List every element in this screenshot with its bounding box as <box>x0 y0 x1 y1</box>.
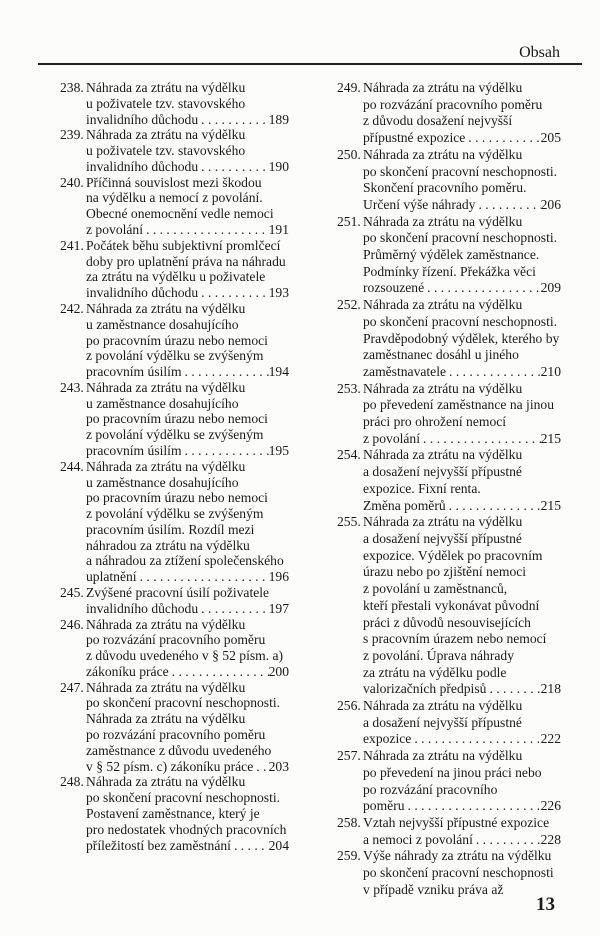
entry-text: po skončení pracovní neschopnosti. <box>363 230 558 246</box>
entry-line <box>363 865 561 882</box>
entry-line <box>363 531 561 548</box>
toc-entry[interactable] <box>60 774 289 853</box>
entry-page[interactable]: 205 <box>540 130 561 146</box>
entry-text: po rozvázání pracovního poměru <box>86 727 266 743</box>
entry-text: po skončení pracovní neschopnosti. <box>363 313 558 329</box>
entry-text: Určení výše náhrady <box>363 196 476 212</box>
entry-line <box>86 80 289 96</box>
entry-text: zákoníku práce <box>86 663 169 679</box>
entry-text: Zvýšené pracovní úsilí poživatele <box>86 585 270 600</box>
entry-text: po převedení na jinou práci nebo <box>363 764 542 780</box>
dot-leader <box>253 759 268 775</box>
entry-page[interactable]: 228 <box>540 831 561 847</box>
entry-text: u zaměstnance dosahujícího <box>86 395 239 411</box>
entry-line <box>363 765 561 782</box>
entry-page[interactable]: 209 <box>540 280 561 296</box>
entry-text: z důvodu dosažení nejvyšší <box>363 113 513 129</box>
toc-entry[interactable] <box>337 381 561 448</box>
entry-last-line <box>86 838 289 854</box>
entry-text: v případě vzniku práva až <box>363 881 504 897</box>
entry-page[interactable]: 215 <box>540 497 561 513</box>
entry-text: Náhrada za ztrátu na výdělku <box>363 80 523 95</box>
entry-number: 247. <box>60 679 84 695</box>
entry-line <box>86 632 289 648</box>
dot-leader <box>198 159 268 175</box>
dot-leader <box>475 197 540 214</box>
entry-number: 258. <box>337 814 361 830</box>
entry-text: z povolání u zaměstnanců, <box>363 581 508 597</box>
entry-text: expozice. Výdělek po pracovním <box>363 547 543 563</box>
entry-last-line <box>86 285 289 301</box>
entry-text: u zaměstnance dosahujícího <box>86 316 239 332</box>
entry-last-line <box>86 664 289 680</box>
entry-number: 238. <box>60 80 84 95</box>
entry-number: 254. <box>337 447 361 463</box>
entry-page[interactable]: 196 <box>268 569 289 585</box>
entry-page[interactable]: 190 <box>268 158 289 174</box>
entry-text: u poživatele tzv. stavovského <box>86 143 246 159</box>
entry-page[interactable]: 206 <box>540 196 561 212</box>
entry-line <box>363 314 561 331</box>
entry-last-line <box>363 280 561 297</box>
entry-line <box>86 822 289 838</box>
entry-text: Pravděpodobný výdělek, kterého by <box>363 330 560 346</box>
entry-line <box>363 397 561 414</box>
entry-line <box>363 381 561 398</box>
entry-text: pro nedostatek vhodných pracovních <box>86 821 287 837</box>
entry-text: Náhrada za ztrátu na výdělku <box>363 447 523 463</box>
entry-last-line <box>363 832 561 849</box>
entry-last-line <box>86 569 289 585</box>
entry-last-line <box>86 443 289 459</box>
entry-text: kteří přestali vykonávat původní <box>363 597 540 613</box>
toc-entry[interactable] <box>60 175 289 238</box>
entry-text: Náhrada za ztrátu na výdělku <box>86 774 246 790</box>
entry-page[interactable]: 194 <box>268 364 289 380</box>
dot-leader <box>473 832 541 849</box>
entry-line <box>86 96 289 112</box>
entry-text: v § 52 písm. c) zákoníku práce <box>86 758 254 774</box>
entry-text: z povolání. Úprava náhrady <box>363 647 514 663</box>
dot-leader <box>198 285 268 301</box>
entry-page[interactable]: 191 <box>268 222 289 238</box>
entry-text: Náhrada za ztrátu na výdělku <box>86 379 246 395</box>
entry-text: po skončení pracovní neschopnosti. <box>86 695 281 711</box>
entry-number: 253. <box>337 380 361 396</box>
dot-leader <box>405 798 541 815</box>
entry-line <box>86 648 289 664</box>
entry-last-line <box>363 498 561 515</box>
entry-text: práci pro ohrožení nemocí <box>363 414 507 430</box>
entry-text: uplatnění <box>86 569 137 585</box>
entry-line <box>86 617 289 633</box>
toc-entry[interactable] <box>337 748 561 815</box>
entry-line <box>86 585 289 601</box>
entry-text: poměru <box>363 798 405 814</box>
entry-text: Vztah nejvyšší přípustné expozice <box>363 814 550 830</box>
entry-last-line <box>86 759 289 775</box>
entry-line <box>86 806 289 822</box>
entry-text: Náhrada za ztrátu na výdělku <box>363 380 523 396</box>
entry-text: Průměrný výdělek zaměstnance. <box>363 247 540 263</box>
toc-entry[interactable] <box>337 147 561 214</box>
entry-line <box>363 264 561 281</box>
entry-text: invalidního důchodu <box>86 111 199 127</box>
entry-line <box>86 538 289 554</box>
entry-line <box>86 254 289 270</box>
entry-page[interactable]: 210 <box>540 363 561 379</box>
entry-line <box>86 301 289 317</box>
entry-text: Příčinná souvislost mezi škodou <box>86 174 262 190</box>
dot-leader <box>169 664 269 680</box>
entry-text: a náhradou za ztížení společenského <box>86 553 284 569</box>
entry-text: pracovním úsilím <box>86 442 182 458</box>
entry-text: zaměstnavatele <box>363 363 447 379</box>
entry-number: 252. <box>337 297 361 313</box>
entry-text: s pracovním úrazem nebo nemocí <box>363 631 547 647</box>
dot-leader <box>143 222 269 238</box>
entry-line <box>86 743 289 759</box>
entry-text: Náhrada za ztrátu na výdělku <box>86 80 246 95</box>
toc-column-left <box>60 80 289 853</box>
entry-line <box>363 815 561 832</box>
entry-number: 250. <box>337 146 361 162</box>
entry-page[interactable]: 204 <box>268 837 289 853</box>
toc-entry[interactable] <box>337 447 561 514</box>
page-number: 13 <box>536 894 555 915</box>
entry-line <box>363 180 561 197</box>
entry-text: po rozvázání pracovního poměru <box>86 632 266 648</box>
entry-line <box>86 427 289 443</box>
entry-line <box>86 317 289 333</box>
entry-text: zaměstnanec dosáhl u jiného <box>363 347 519 363</box>
entry-text: Obecné onemocnění vedle nemoci <box>86 206 274 222</box>
entry-number: 256. <box>337 698 361 714</box>
entry-line <box>363 414 561 431</box>
entry-text: Postavení zaměstnance, který je <box>86 805 260 821</box>
toc-entry[interactable] <box>60 617 289 680</box>
entry-text: po rozvázání pracovního <box>363 781 498 797</box>
entry-text: zaměstnance z důvodu uvedeného <box>86 742 272 758</box>
entry-line <box>363 447 561 464</box>
entry-number: 242. <box>60 300 84 316</box>
toc-entry[interactable] <box>60 380 289 459</box>
toc-entry[interactable] <box>337 815 561 848</box>
entry-page[interactable]: 193 <box>268 285 289 301</box>
entry-page[interactable]: 203 <box>268 758 289 774</box>
entry-text: práci z důvodů nesouvisejících <box>363 614 531 630</box>
entry-text: Náhrada za ztrátu na výdělku <box>86 458 246 474</box>
entry-number: 249. <box>337 80 361 95</box>
header-rule <box>38 63 582 65</box>
toc-entry[interactable] <box>60 459 289 585</box>
entry-text: Náhrada za ztrátu na výdělku <box>86 679 246 695</box>
entry-text: za ztrátu na výdělku u poživatele <box>86 269 266 285</box>
entry-page[interactable]: 195 <box>268 442 289 458</box>
entry-line <box>86 506 289 522</box>
entry-line <box>86 175 289 191</box>
entry-line <box>86 553 289 569</box>
entry-text: Náhrada za ztrátu na výdělku <box>363 213 523 229</box>
entry-text: přípustné expozice <box>363 130 466 146</box>
entry-line <box>363 564 561 581</box>
entry-line <box>363 848 561 865</box>
toc-entry[interactable] <box>337 514 561 698</box>
entry-last-line <box>86 601 289 617</box>
entry-line <box>363 581 561 598</box>
entry-line <box>86 127 289 143</box>
toc-entry[interactable] <box>337 698 561 748</box>
entry-text: Náhrada za ztrátu na výdělku <box>363 297 523 313</box>
entry-text: z povolání výdělku se zvýšeným <box>86 506 264 522</box>
running-header: Obsah <box>519 44 560 61</box>
entry-text: náhradou za ztrátu na výdělku <box>86 537 250 553</box>
entry-text: z povolání <box>86 222 144 238</box>
entry-line <box>363 331 561 348</box>
entry-line <box>86 522 289 538</box>
entry-text: u poživatele tzv. stavovského <box>86 95 246 111</box>
entry-number: 241. <box>60 237 84 253</box>
entry-text: pracovním úsilím <box>86 364 182 380</box>
entry-line <box>86 411 289 427</box>
entry-line <box>363 80 561 97</box>
dot-leader <box>231 838 269 854</box>
entry-text: Náhrada za ztrátu na výdělku <box>363 698 523 714</box>
entry-line <box>86 490 289 506</box>
entry-text: pracovním úsilím. Rozdíl mezi <box>86 521 255 537</box>
entry-text: Náhrada za ztrátu na výdělku <box>86 127 246 143</box>
entry-line <box>363 698 561 715</box>
entry-text: u zaměstnance dosahujícího <box>86 474 239 490</box>
entry-text: a dosažení nejvyšší přípustné <box>363 464 522 480</box>
entry-text: a dosažení nejvyšší přípustné <box>363 714 522 730</box>
entry-text: Skončení pracovního poměru. <box>363 180 527 196</box>
toc-entry[interactable] <box>60 127 289 174</box>
dot-leader <box>465 130 540 147</box>
toc-column-right <box>337 80 561 898</box>
entry-number: 255. <box>337 514 361 530</box>
entry-text: Náhrada za ztrátu na výdělku <box>363 146 523 162</box>
entry-line <box>363 113 561 130</box>
entry-number: 257. <box>337 748 361 764</box>
toc-entry[interactable] <box>60 585 289 617</box>
entry-text: Počátek běhu subjektivní promlčecí <box>86 237 281 253</box>
entry-number: 239. <box>60 127 84 143</box>
dot-leader <box>411 731 540 748</box>
entry-last-line <box>86 112 289 128</box>
entry-line <box>363 715 561 732</box>
entry-last-line <box>86 364 289 380</box>
entry-text: expozice <box>363 731 412 747</box>
entry-text: valorizačních předpisů <box>363 681 487 697</box>
dot-leader <box>198 112 268 128</box>
entry-text: po skončení pracovní neschopnosti <box>363 865 554 881</box>
entry-number: 259. <box>337 848 361 864</box>
toc-entry[interactable] <box>337 848 561 898</box>
entry-line <box>86 727 289 743</box>
entry-text: invalidního důchodu <box>86 158 199 174</box>
entry-text: a dosažení nejvyšší přípustné <box>363 530 522 546</box>
entry-text: invalidního důchodu <box>86 600 199 616</box>
entry-number: 245. <box>60 585 84 600</box>
entry-line <box>86 190 289 206</box>
entry-line <box>363 347 561 364</box>
entry-text: Náhrada za ztrátu na výdělku <box>363 514 523 530</box>
dot-leader <box>446 498 541 515</box>
entry-text: z povolání <box>363 430 421 446</box>
entry-line <box>86 143 289 159</box>
entry-line <box>86 333 289 349</box>
entry-line <box>363 615 561 632</box>
entry-text: na výdělku a nemocí z povolání. <box>86 190 263 206</box>
entry-text: příležitostí bez zaměstnání <box>86 837 231 853</box>
entry-line <box>363 147 561 164</box>
entry-line <box>363 297 561 314</box>
toc-entry[interactable] <box>60 80 289 127</box>
toc-entry[interactable] <box>60 680 289 775</box>
entry-text: Změna poměrů <box>363 497 446 513</box>
entry-last-line <box>363 681 561 698</box>
entry-text: úrazu nebo po zjištění nemoci <box>363 564 527 580</box>
entry-text: doby pro uplatnění práva na náhradu <box>86 253 286 269</box>
entry-line <box>363 464 561 481</box>
entry-line <box>86 475 289 491</box>
entry-line <box>363 230 561 247</box>
toc-entry[interactable] <box>337 80 561 147</box>
entry-text: po převedení zaměstnance na jinou <box>363 397 554 413</box>
entry-line <box>86 774 289 790</box>
entry-line <box>86 711 289 727</box>
toc-entry[interactable] <box>337 297 561 381</box>
entry-text: po rozvázání pracovního poměru <box>363 96 543 112</box>
entry-last-line <box>86 159 289 175</box>
entry-page[interactable]: 222 <box>540 731 561 747</box>
entry-page[interactable]: 189 <box>268 111 289 127</box>
entry-number: 244. <box>60 458 84 474</box>
dot-leader <box>182 364 269 380</box>
entry-page[interactable]: 226 <box>540 798 561 814</box>
entry-page[interactable]: 200 <box>268 663 289 679</box>
entry-line <box>363 598 561 615</box>
entry-text: z povolání výdělku se zvýšeným <box>86 348 264 364</box>
entry-line <box>86 238 289 254</box>
entry-page[interactable]: 215 <box>540 430 561 446</box>
entry-text: a nemoci z povolání <box>363 831 473 847</box>
dot-leader <box>198 601 268 617</box>
entry-line <box>86 206 289 222</box>
entry-page[interactable]: 197 <box>268 600 289 616</box>
dot-leader <box>486 681 540 698</box>
entry-number: 248. <box>60 774 84 790</box>
entry-line <box>363 97 561 114</box>
entry-line <box>363 164 561 181</box>
entry-line <box>363 648 561 665</box>
entry-page[interactable]: 218 <box>540 681 561 697</box>
entry-text: expozice. Fixní renta. <box>363 480 481 496</box>
toc-entry[interactable] <box>60 238 289 301</box>
entry-last-line <box>363 731 561 748</box>
entry-line <box>363 665 561 682</box>
dot-leader <box>424 280 540 297</box>
entry-line <box>86 680 289 696</box>
entry-text: rozsouzené <box>363 280 425 296</box>
dot-leader <box>137 569 269 585</box>
entry-text: za ztrátu na výdělku podle <box>363 664 507 680</box>
entry-line <box>363 882 561 899</box>
entry-text: Náhrada za ztrátu na výdělku <box>86 300 246 316</box>
entry-text: z důvodu uvedeného v § 52 písm. a) <box>86 648 284 664</box>
entry-number: 251. <box>337 213 361 229</box>
toc-entry[interactable] <box>60 301 289 380</box>
toc-entry[interactable] <box>337 214 561 298</box>
entry-line <box>363 514 561 531</box>
dot-leader <box>182 443 269 459</box>
entry-last-line <box>363 798 561 815</box>
dot-leader <box>446 364 541 381</box>
entry-line <box>86 348 289 364</box>
entry-line <box>86 269 289 285</box>
entry-number: 246. <box>60 616 84 632</box>
entry-line <box>363 548 561 565</box>
entry-text: po pracovním úrazu nebo nemoci <box>86 332 268 348</box>
entry-last-line <box>363 431 561 448</box>
entry-number: 243. <box>60 379 84 395</box>
entry-text: Náhrada za ztrátu na výdělku <box>86 711 246 727</box>
entry-last-line <box>363 364 561 381</box>
entry-text: Výše náhrady za ztrátu na výdělku <box>363 848 552 864</box>
entry-text: po skončení pracovní neschopnosti. <box>86 790 281 806</box>
entry-line <box>363 481 561 498</box>
entry-text: po skončení pracovní neschopnosti. <box>363 163 558 179</box>
entry-line <box>363 782 561 799</box>
entry-line <box>86 695 289 711</box>
entry-text: po pracovním úrazu nebo nemoci <box>86 411 268 427</box>
entry-line <box>86 396 289 412</box>
entry-last-line <box>363 197 561 214</box>
entry-line <box>86 380 289 396</box>
entry-line <box>363 748 561 765</box>
entry-text: z povolání výdělku se zvýšeným <box>86 427 264 443</box>
dot-leader <box>420 431 541 448</box>
entry-text: invalidního důchodu <box>86 285 199 301</box>
entry-line <box>363 247 561 264</box>
entry-line <box>363 631 561 648</box>
entry-text: po pracovním úrazu nebo nemoci <box>86 490 268 506</box>
entry-line <box>86 459 289 475</box>
entry-text: Náhrada za ztrátu na výdělku <box>86 616 246 632</box>
entry-last-line <box>363 130 561 147</box>
entry-text: Náhrada za ztrátu na výdělku <box>363 748 523 764</box>
entry-line <box>363 214 561 231</box>
entry-last-line <box>86 222 289 238</box>
entry-text: Podmínky řízení. Překážka věci <box>363 263 536 279</box>
entry-line <box>86 790 289 806</box>
entry-number: 240. <box>60 174 84 190</box>
